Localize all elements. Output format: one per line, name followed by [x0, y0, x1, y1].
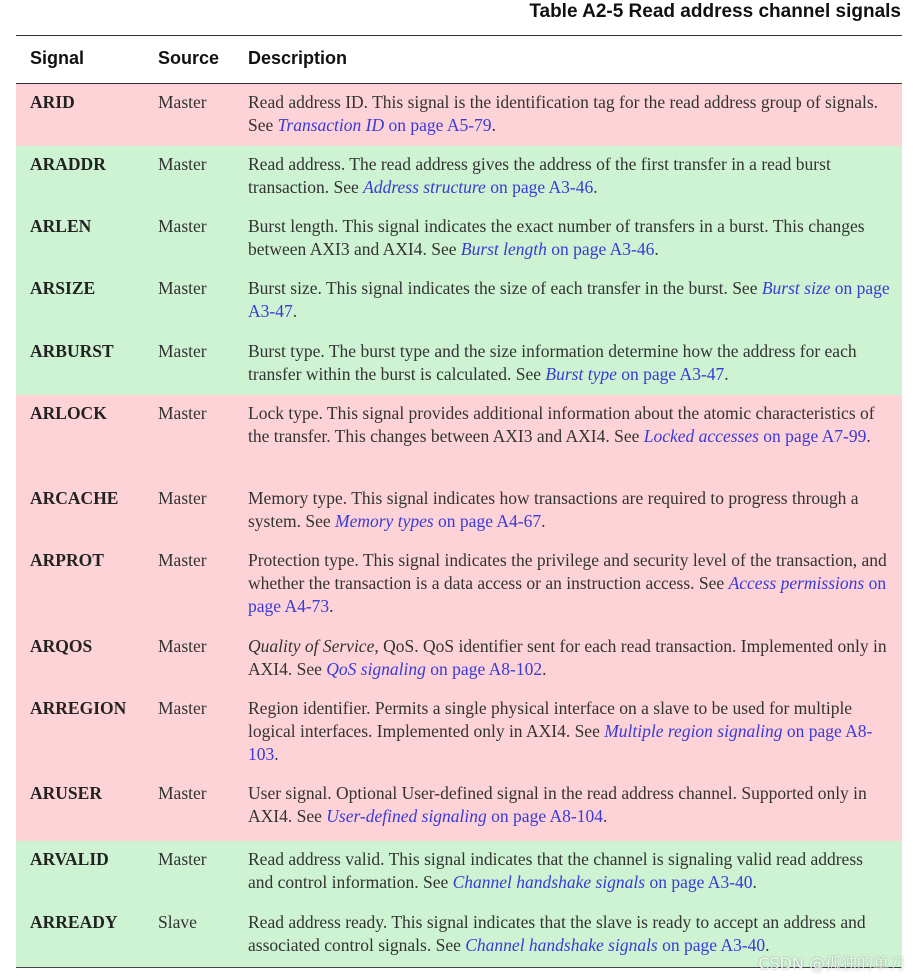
cross-reference-link[interactable] — [326, 659, 542, 679]
signal-source: Master — [158, 403, 207, 423]
signal-description — [248, 635, 890, 681]
signal-name: ARVALID — [30, 849, 109, 869]
description-text: Burst type. The burst type and the size information determine how the address for each transfer within the burst is calculated. See — [248, 341, 857, 384]
table-header — [16, 35, 902, 84]
description-italic-term: Quality of Service — [248, 636, 375, 656]
table-row — [16, 270, 902, 334]
table-row — [16, 333, 902, 396]
description-end: . — [765, 935, 770, 955]
table-row — [16, 775, 902, 842]
signal-source: Master — [158, 550, 207, 570]
signal-name: ARUSER — [30, 783, 102, 803]
signal-name: ARREADY — [30, 912, 118, 932]
signal-source: Master — [158, 488, 207, 508]
description-text: Read address ready. This signal indicates that the slave is ready to accept an address and associated control signals. See — [248, 912, 866, 955]
signal-source: Master — [158, 278, 207, 298]
signal-description — [248, 215, 890, 261]
description-end: . — [541, 511, 546, 531]
signal-description — [248, 340, 890, 386]
reference-page[interactable]: on page A8-103 — [248, 721, 873, 764]
description-end: . — [491, 115, 496, 135]
signal-source: Master — [158, 154, 207, 174]
signal-name: ARADDR — [30, 154, 106, 174]
reference-page[interactable]: on page A3-47 — [248, 278, 890, 321]
description-end: . — [752, 872, 757, 892]
description-end: . — [329, 596, 334, 616]
signal-source: Slave — [158, 912, 197, 932]
watermark: CSDN @孤独的单刀 — [758, 954, 905, 973]
signal-source: Master — [158, 92, 207, 112]
description-end: . — [593, 177, 598, 197]
reference-title[interactable]: Locked accesses — [643, 426, 759, 446]
signal-name: ARPROT — [30, 550, 104, 570]
signal-source: Master — [158, 783, 207, 803]
reference-title[interactable]: User-defined signaling — [326, 806, 487, 826]
description-text: Burst size. This signal indicates the size of each transfer in the burst. See — [248, 278, 762, 298]
cross-reference-link[interactable] — [461, 239, 654, 259]
reference-title[interactable]: Burst size — [761, 278, 831, 298]
description-end: . — [724, 364, 729, 384]
cross-reference-link[interactable] — [326, 806, 603, 826]
signal-source: Master — [158, 216, 207, 236]
table-row — [16, 542, 902, 629]
signal-description — [248, 549, 890, 618]
cross-reference-link[interactable] — [335, 511, 541, 531]
table-row — [16, 208, 902, 271]
description-text: Region identifier. Permits a single physical interface on a slave to be used for multiple logical interfaces. Implemented only in AXI4. See — [248, 698, 853, 741]
header-description: Description — [248, 48, 348, 68]
reference-title[interactable]: QoS signaling — [326, 659, 426, 679]
reference-title[interactable]: Address structure — [363, 177, 486, 197]
signal-source: Master — [158, 341, 207, 361]
description-text: User signal. Optional User-defined signal in the read address channel. Supported only in AXI4. See — [248, 783, 867, 826]
reference-page[interactable]: on page A4-73 — [248, 573, 887, 616]
reference-title[interactable]: Channel handshake signals — [465, 935, 658, 955]
signal-name: ARBURST — [30, 341, 114, 361]
cross-reference-link[interactable] — [453, 872, 753, 892]
reference-page[interactable]: on page A3-46 — [546, 239, 655, 259]
signal-description — [248, 848, 890, 894]
cross-reference-link[interactable] — [644, 426, 867, 446]
reference-page[interactable]: on page A3-47 — [616, 364, 725, 384]
cross-reference-link[interactable] — [363, 177, 593, 197]
signal-name: ARQOS — [30, 636, 93, 656]
description-end: . — [292, 301, 298, 321]
reference-title[interactable]: Memory types — [335, 511, 434, 531]
cross-reference-link[interactable] — [278, 115, 492, 135]
signal-source: Master — [158, 636, 207, 656]
reference-page[interactable]: on page A5-79 — [384, 115, 492, 135]
signal-description — [248, 782, 890, 828]
table-row — [16, 628, 902, 691]
header-source: Source — [158, 48, 220, 68]
description-end: . — [274, 744, 279, 764]
signal-source: Master — [158, 698, 207, 718]
table-row — [16, 146, 902, 209]
table-row — [16, 841, 902, 905]
header-signal: Signal — [30, 48, 85, 68]
signal-description — [248, 277, 890, 323]
table-row — [16, 690, 902, 776]
signal-name: ARLEN — [30, 216, 92, 236]
description-text: Read address. The read address gives the address of the first transfer in a read burst transaction. See — [248, 154, 831, 197]
signal-name: ARLOCK — [30, 403, 107, 423]
table-title: Table A2-5 Read address channel signals — [529, 1, 901, 22]
signal-description — [248, 487, 890, 533]
reference-page[interactable]: on page A8-102 — [425, 659, 543, 679]
signal-description — [248, 402, 890, 448]
description-end: . — [866, 426, 871, 446]
table-row — [16, 395, 902, 481]
description-text: Read address ID. This signal is the identification tag for the read address group of signals. See — [248, 92, 879, 135]
signal-name: ARSIZE — [30, 278, 96, 298]
description-text: Memory type. This signal indicates how transactions are required to progress through a system. See — [248, 488, 859, 531]
reference-title[interactable]: Multiple region signaling — [604, 721, 783, 741]
reference-page[interactable]: on page A3-46 — [485, 177, 594, 197]
cross-reference-link[interactable] — [545, 364, 724, 384]
signal-description — [248, 697, 890, 766]
reference-page[interactable]: on page A4-67 — [433, 511, 542, 531]
reference-page[interactable]: on page A7-99 — [758, 426, 867, 446]
description-end: . — [654, 239, 659, 259]
description-text: Burst length. This signal indicates the exact number of transfers in a burst. This changes between AXI3 and AXI4. See — [248, 216, 865, 259]
table-row — [16, 480, 902, 543]
reference-page[interactable]: on page A8-104 — [486, 806, 603, 826]
signal-name: ARREGION — [30, 698, 127, 718]
reference-title[interactable]: Burst type — [545, 364, 617, 384]
description-text: Lock type. This signal provides additional information about the atomic characteristics of the transfer. This changes between AXI3 and AXI4. See — [248, 403, 875, 446]
reference-title[interactable]: Transaction ID — [277, 115, 385, 135]
description-text: Read address valid. This signal indicates that the channel is signaling valid read address and control information. See — [248, 849, 863, 892]
reference-page[interactable]: on page A3-40 — [645, 872, 753, 892]
description-text: , QoS. QoS identifier sent for each read transaction. Implemented only in AXI4. See — [248, 636, 887, 679]
reference-title[interactable]: Burst length — [460, 239, 547, 259]
reference-title[interactable]: Access permissions — [728, 573, 865, 593]
signal-description — [248, 91, 890, 137]
table-row — [16, 84, 902, 147]
reference-title[interactable]: Channel handshake signals — [452, 872, 646, 892]
cross-reference-link[interactable] — [465, 935, 765, 955]
reference-page[interactable]: on page A3-40 — [657, 935, 766, 955]
description-end: . — [542, 659, 547, 679]
signal-description — [248, 153, 890, 199]
signal-source: Master — [158, 849, 207, 869]
signal-name: ARCACHE — [30, 488, 119, 508]
signal-name: ARID — [30, 92, 75, 112]
description-end: . — [602, 806, 608, 826]
description-text: Protection type. This signal indicates the privilege and security level of the transaction, and whether the transaction is a data access or an instruction access. See — [248, 550, 887, 593]
